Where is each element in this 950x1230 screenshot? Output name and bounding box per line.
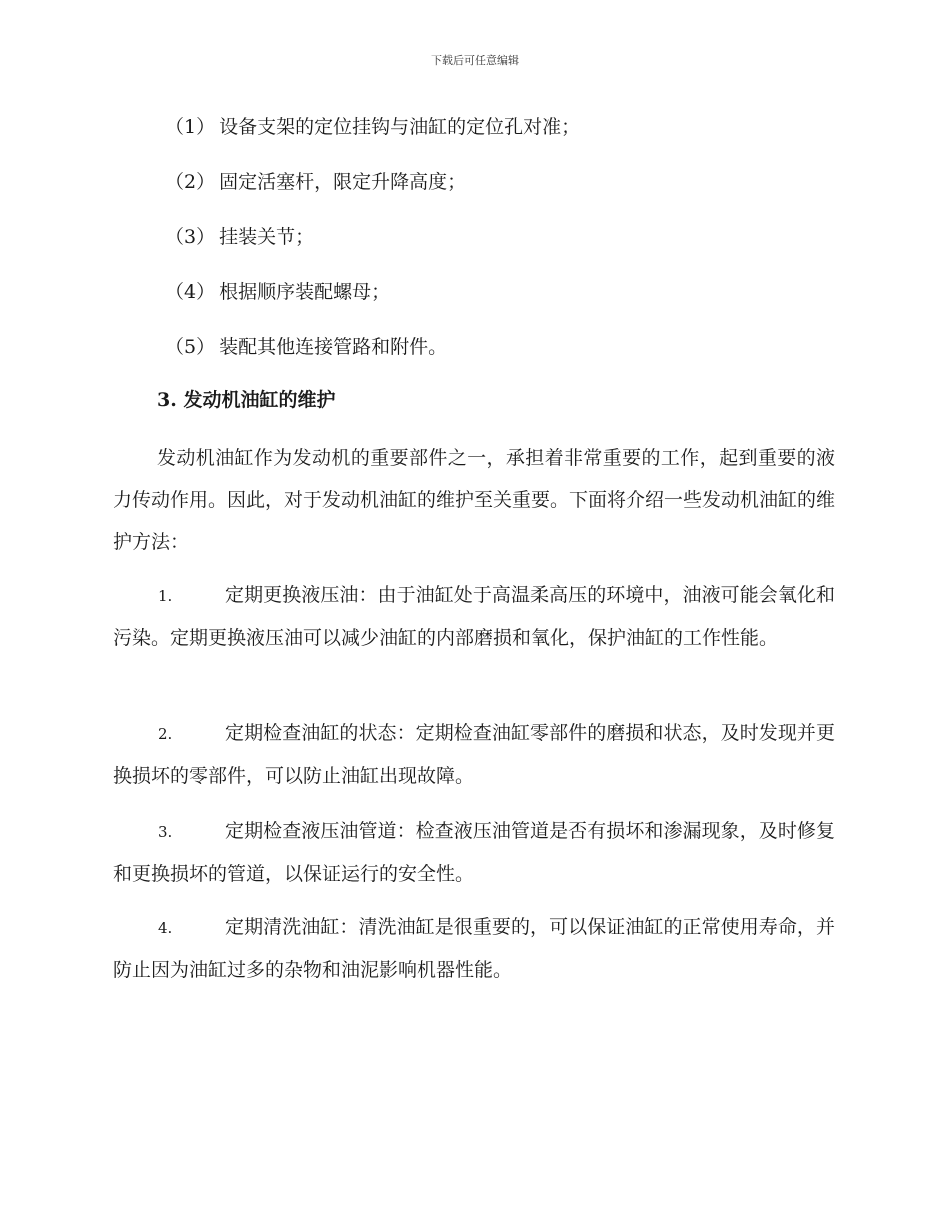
section-heading: 3. 发动机油缸的维护 — [157, 389, 336, 411]
maintenance-item-text: 定期检查油缸的状态：定期检查油缸零部件的磨损和状态，及时发现并更换损坏的零部件，可以防止油缸出现故障。 — [113, 722, 835, 787]
maintenance-item-text: 定期检查液压油管道：检查液压油管道是否有损坏和渗漏现象，及时修复和更换损坏的管道，以保证运行的安全性。 — [113, 820, 835, 885]
assembly-step — [165, 165, 580, 220]
maintenance-item-number: 1. — [158, 587, 173, 605]
step-number: （4） — [165, 281, 216, 303]
step-text: 设备支架的定位挂钩与油缸的定位孔对准； — [219, 116, 581, 138]
step-text: 装配其他连接管路和附件。 — [219, 336, 448, 358]
maintenance-item — [113, 810, 835, 895]
step-number: （1） — [165, 116, 216, 138]
maintenance-item — [113, 712, 835, 797]
assembly-step — [165, 330, 580, 385]
maintenance-item-text: 定期更换液压油：由于油缸处于高温柔高压的环境中，油液可能会氧化和污染。定期更换液压油可以减少油缸的内部磨损和氧化，保护油缸的工作性能。 — [113, 584, 835, 649]
maintenance-item — [113, 574, 835, 659]
step-number: （5） — [165, 336, 216, 358]
assembly-step — [165, 275, 580, 330]
step-text: 挂装关节； — [219, 226, 315, 248]
maintenance-item-number: 2. — [158, 725, 173, 743]
maintenance-item — [113, 906, 835, 991]
maintenance-item-number: 4. — [158, 919, 173, 937]
step-number: （3） — [165, 226, 216, 248]
assembly-step — [165, 220, 580, 275]
assembly-step — [165, 110, 580, 165]
page-header: 下载后可任意编辑 — [431, 54, 519, 67]
step-number: （2） — [165, 171, 216, 193]
assembly-steps-list — [165, 110, 580, 385]
maintenance-item-number: 3. — [158, 823, 173, 841]
intro-paragraph: 发动机油缸作为发动机的重要部件之一，承担着非常重要的工作，起到重要的液力传动作用。因此，对于发动机油缸的维护至关重要。下面将介绍一些发动机油缸的维护方法： — [113, 447, 836, 553]
maintenance-item-text: 定期清洗油缸：清洗油缸是很重要的，可以保证油缸的正常使用寿命，并防止因为油缸过多的杂物和油泥影响机器性能。 — [113, 916, 835, 981]
step-text: 固定活塞杆，限定升降高度； — [219, 171, 467, 193]
step-text: 根据顺序装配螺母； — [219, 281, 391, 303]
